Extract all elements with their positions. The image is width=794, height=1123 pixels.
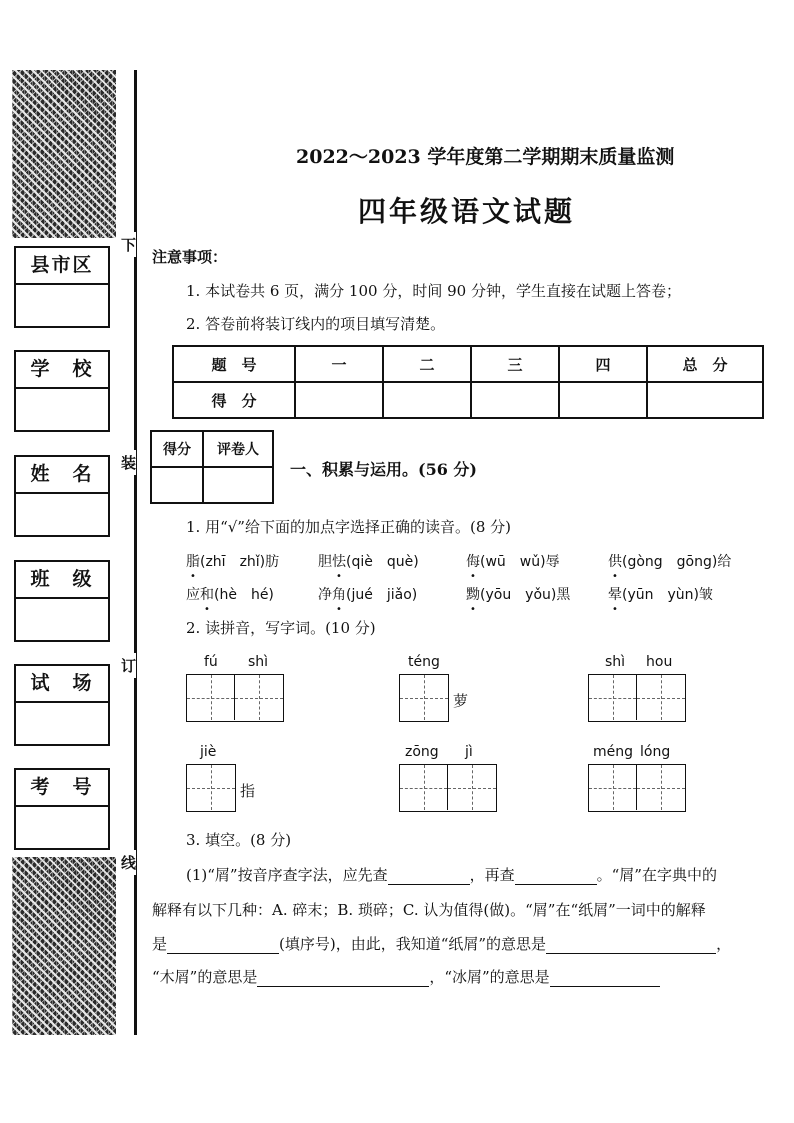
q3-line3-part3: ， xyxy=(716,935,732,953)
q2-word6-pinyin-2: lóng xyxy=(640,744,671,760)
school-label: 学 校 xyxy=(16,352,108,389)
binding-char-1: 下 xyxy=(121,232,136,257)
q2-word4-grid[interactable] xyxy=(186,764,236,812)
grader-table xyxy=(150,430,274,504)
q2-title: 2. 读拼音，写字词。(10 分) xyxy=(186,619,376,637)
exam-number-box[interactable] xyxy=(14,768,110,850)
q2-word2-pinyin-1: téng xyxy=(408,654,440,670)
grader-score-label: 得分 xyxy=(151,431,203,467)
subject-title: 四年级语文试题 xyxy=(358,195,576,228)
q3-line2: 解释有以下几种：A. 碎末；B. 琐碎；C. 认为值得(做)。“屑”在“纸屑”一词中的解释 xyxy=(152,901,706,919)
score-cell-3[interactable] xyxy=(471,382,559,418)
notes-heading: 注意事项： xyxy=(152,248,228,266)
q3-line3-part1: 是 xyxy=(152,935,168,953)
score-header-4: 四 xyxy=(559,346,647,382)
score-header-3: 三 xyxy=(471,346,559,382)
exam-title: 2022～2023 学年度第二学期期末质量监测 xyxy=(296,146,675,168)
binding-char-2: 装 xyxy=(121,450,136,475)
exam-room-label: 试 场 xyxy=(16,666,108,703)
score-cell-total[interactable] xyxy=(647,382,763,418)
q3-line3-part2: (填序号)，由此，我知道“纸屑”的意思是 xyxy=(279,935,547,953)
grid-cell[interactable] xyxy=(235,675,283,720)
score-cell-2[interactable] xyxy=(383,382,471,418)
q3-line1-part3: 。“屑”在字典中的 xyxy=(596,866,717,884)
name-box[interactable] xyxy=(14,455,110,537)
q3-blank-zhixie[interactable] xyxy=(546,935,716,954)
q2-word1-pinyin-1: fú xyxy=(204,654,218,670)
q3-blank-radical[interactable] xyxy=(515,866,597,885)
q3-line4 xyxy=(152,966,660,987)
q3-title: 3. 填空。(8 分) xyxy=(186,831,292,849)
q3-line3 xyxy=(152,933,731,954)
school-box[interactable] xyxy=(14,350,110,432)
q2-word3-pinyin-1: shì xyxy=(605,654,626,670)
grader-name-cell[interactable] xyxy=(203,467,273,503)
grader-name-label: 评卷人 xyxy=(203,431,273,467)
q1-item-6[interactable]: 净角(jué jiǎo) xyxy=(318,587,418,603)
grid-cell[interactable] xyxy=(589,675,637,720)
q1-item-3[interactable]: 侮(wū wǔ)辱 xyxy=(466,554,560,570)
q2-word5-grid[interactable] xyxy=(399,764,497,812)
q1-item-8[interactable]: 晕(yūn yùn)皱 xyxy=(608,587,713,603)
grid-cell[interactable] xyxy=(400,765,448,810)
grid-cell[interactable] xyxy=(187,765,235,810)
score-cell-1[interactable] xyxy=(295,382,383,418)
grid-cell[interactable] xyxy=(637,675,685,720)
county-box[interactable] xyxy=(14,246,110,328)
q3-line1-part1: (1)“屑”按音序查字法，应先查 xyxy=(186,866,388,884)
q2-word1-grid[interactable] xyxy=(186,674,284,722)
q3-line4-part2: ，“冰屑”的意思是 xyxy=(429,968,550,986)
q2-word2-grid[interactable] xyxy=(399,674,449,722)
q3-blank-muxie[interactable] xyxy=(257,968,429,987)
q3-blank-bingxie[interactable] xyxy=(550,968,660,987)
grid-cell[interactable] xyxy=(400,675,448,720)
q2-word5-pinyin-2: jì xyxy=(465,744,473,760)
binding-line xyxy=(134,70,137,1035)
q3-line4-part1: “木屑”的意思是 xyxy=(152,968,258,986)
q1-item-7[interactable]: 黝(yōu yǒu)黑 xyxy=(466,587,571,603)
q3-line1 xyxy=(186,864,717,885)
exam-number-label: 考 号 xyxy=(16,770,108,807)
grader-score-cell[interactable] xyxy=(151,467,203,503)
q1-item-2[interactable]: 胆怯(qiè què) xyxy=(318,554,419,570)
q3-blank-option[interactable] xyxy=(167,935,279,954)
grid-cell[interactable] xyxy=(187,675,235,720)
score-row-label: 得 分 xyxy=(173,382,295,418)
binding-pattern-top xyxy=(12,70,116,238)
q1-row1 xyxy=(186,551,731,571)
q1-row2 xyxy=(186,584,713,604)
q1-item-4[interactable]: 供(gòng gōng)给 xyxy=(608,554,732,570)
class-box[interactable] xyxy=(14,560,110,642)
section1-title: 一、积累与运用。(56 分) xyxy=(290,460,477,479)
score-header-1: 一 xyxy=(295,346,383,382)
q2-word5-pinyin-1: zōng xyxy=(405,744,439,760)
score-cell-4[interactable] xyxy=(559,382,647,418)
score-header-2: 二 xyxy=(383,346,471,382)
q2-word4-pinyin-1: jiè xyxy=(200,744,217,760)
score-table xyxy=(172,345,764,419)
q3-blank-first-letter[interactable] xyxy=(388,866,470,885)
q2-word3-grid[interactable] xyxy=(588,674,686,722)
q2-word1-pinyin-2: shì xyxy=(248,654,269,670)
q2-word3-pinyin-2: hou xyxy=(646,654,673,670)
county-label: 县市区 xyxy=(16,248,108,285)
q2-word2-suffix: 萝 xyxy=(453,692,469,710)
q1-title: 1. 用“√”给下面的加点字选择正确的读音。(8 分) xyxy=(186,518,511,536)
binding-char-4: 线 xyxy=(121,850,136,875)
q2-word4-suffix: 指 xyxy=(240,782,256,800)
q2-word6-grid[interactable] xyxy=(588,764,686,812)
score-header-total: 总 分 xyxy=(647,346,763,382)
q2-word6-pinyin-1: méng xyxy=(593,744,634,760)
binding-pattern-bottom xyxy=(12,857,116,1035)
grid-cell[interactable] xyxy=(448,765,496,810)
binding-char-3: 订 xyxy=(121,653,136,678)
notes-item-2: 2. 答卷前将装订线内的项目填写清楚。 xyxy=(186,315,446,333)
notes-item-1: 1. 本试卷共 6 页，满分 100 分，时间 90 分钟，学生直接在试题上答卷； xyxy=(186,282,681,300)
q1-item-5[interactable]: 应和(hè hé) xyxy=(186,587,274,603)
score-header-label: 题 号 xyxy=(173,346,295,382)
grid-cell[interactable] xyxy=(637,765,685,810)
class-label: 班 级 xyxy=(16,562,108,599)
q3-line1-part2: ，再查 xyxy=(469,866,515,884)
name-label: 姓 名 xyxy=(16,457,108,494)
exam-room-box[interactable] xyxy=(14,664,110,746)
q1-item-1[interactable]: 脂(zhī zhǐ)肪 xyxy=(186,554,280,570)
grid-cell[interactable] xyxy=(589,765,637,810)
